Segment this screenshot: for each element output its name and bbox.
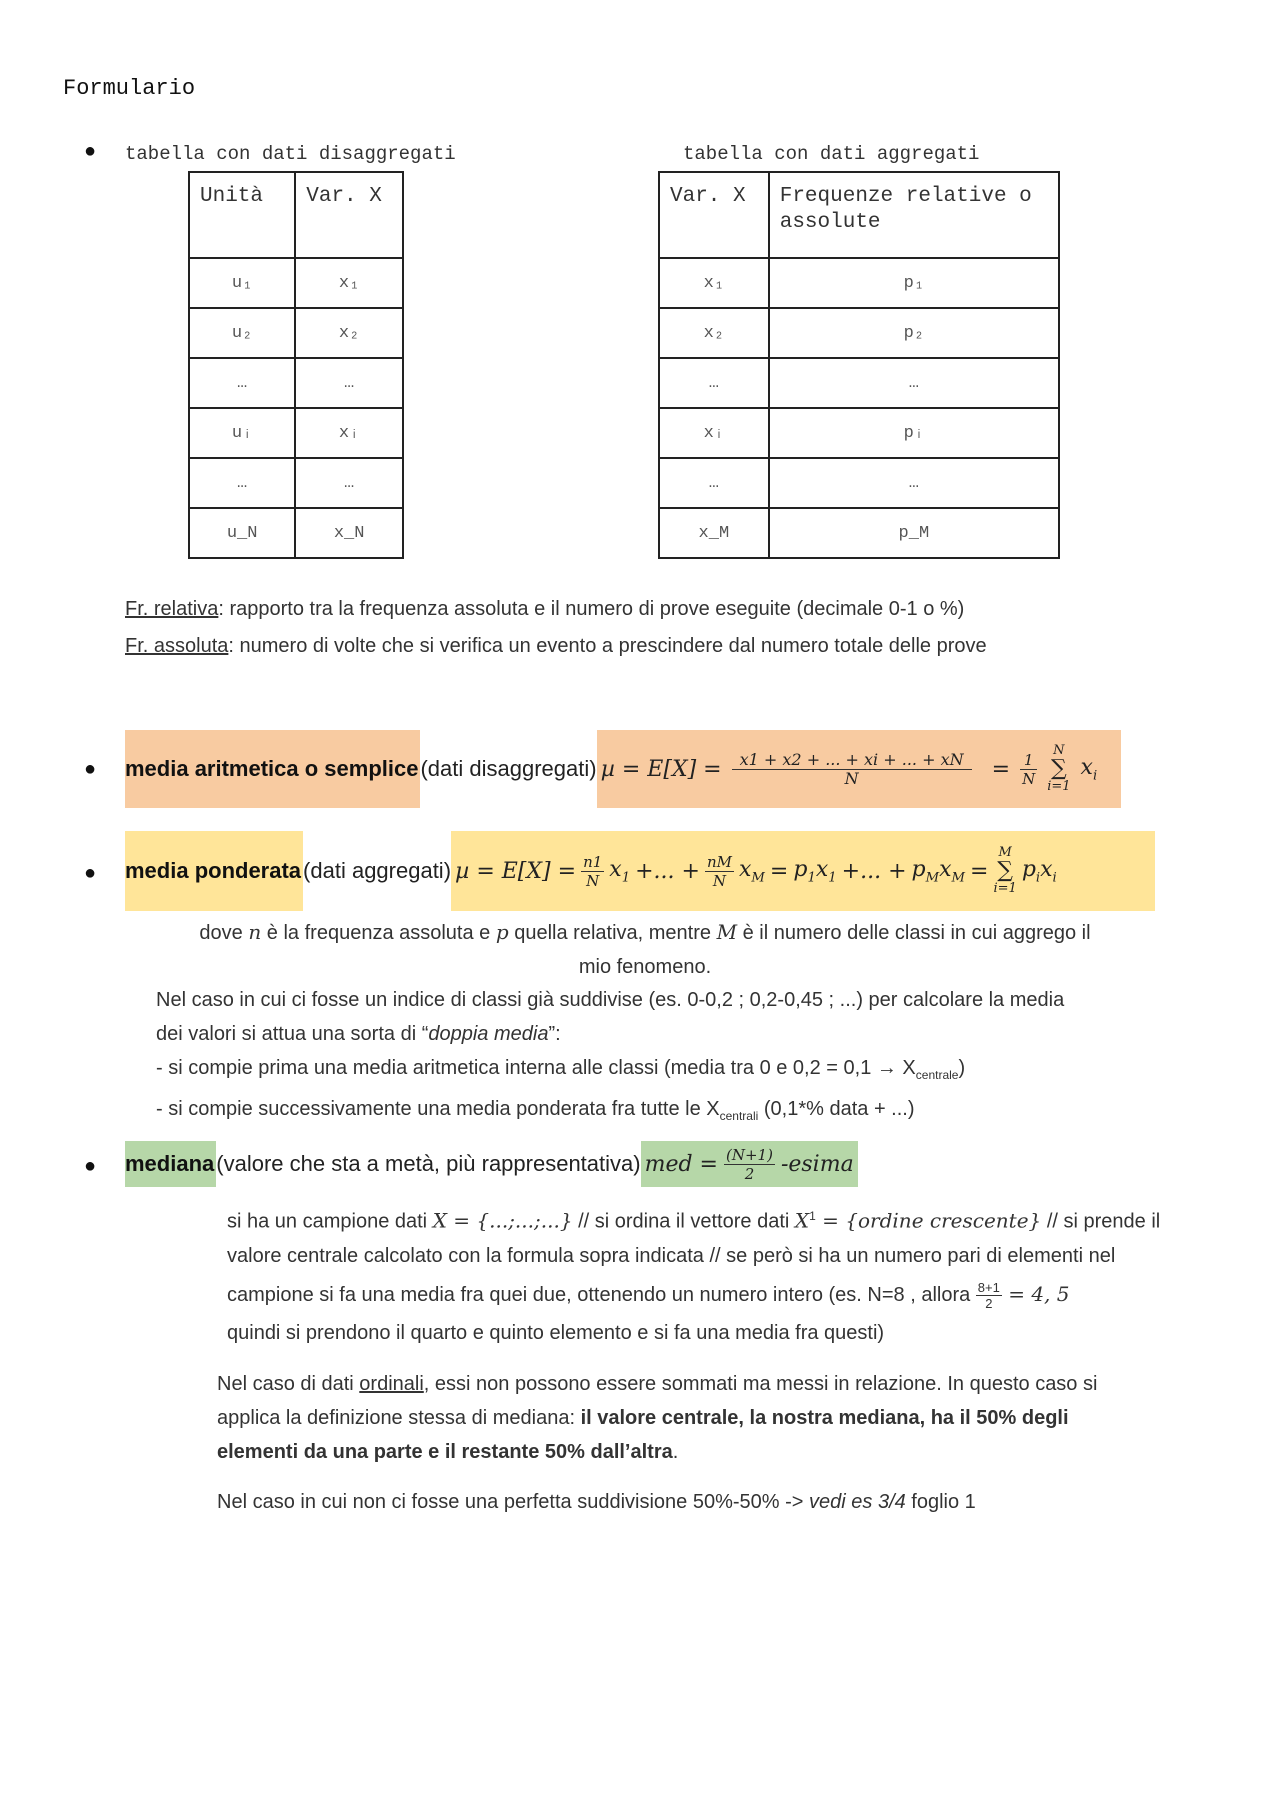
table-cell: x_N [295, 508, 403, 558]
bullet-icon: ● [84, 758, 97, 780]
formula-lhs: µ = E[X] = [455, 858, 577, 884]
median-row [125, 1141, 858, 1187]
definition-text: : rapporto tra la frequenza assoluta e il numero di prove eseguite (decimale 0-1 o %) [218, 598, 965, 620]
formula-suffix: -esima [780, 1151, 854, 1177]
formula-equals: = [970, 858, 989, 884]
bullet-icon: ● [84, 140, 97, 162]
formula-equals: = [991, 756, 1011, 782]
table-cell: pᵢ [769, 408, 1059, 458]
table-cell: x_M [659, 508, 769, 558]
sum-symbol: N ∑ i=1 [1047, 743, 1071, 794]
sum-upper: N [1053, 743, 1065, 758]
formula-equals: = [769, 858, 789, 884]
weighted-mean-label: media ponderata [125, 831, 303, 911]
median-formula [641, 1141, 858, 1187]
disaggregated-caption: tabella con dati disaggregati [125, 143, 456, 165]
table-cell: x₁ [295, 258, 403, 308]
formula-lhs: med = [644, 1151, 718, 1177]
header-cell: Var. X [295, 172, 403, 258]
table-cell: p₁ [769, 258, 1059, 308]
fraction-numerator: x1 + x2 + ... + xi + ... + xN [732, 751, 972, 770]
classes-explanation: Nel caso in cui ci fosse un indice di classi già suddivise (es. 0-0,2 ; 0,2-0,45 ; ...) per calcolare la media dei valori si attua una sorta di “doppia media”: - si compie prima una media aritmetica interna alle classi (media tra 0 e $0,2 = 0,1 \to X_{centrale}$) - si compie successivamente una media ponderata fra tutte le $X_{centrali}$ (0,1*% data + ...) [156, 989, 1065, 1123]
formula-term: $p_1x_1$ [793, 856, 837, 886]
table-cell: u_N [189, 508, 295, 558]
formula-fraction: $\frac{n1}{N}$ [583, 852, 603, 890]
formula-term: $x_M$ [738, 856, 765, 886]
ordinal-data-explanation: Nel caso di dati ordinali, essi non possono essere sommati ma messi in relazione. In questo caso si applica la definizione stessa di mediana: il valore centrale, la nostra mediana, ha il 50% degli elementi da una parte e il restante 50% dall’altra. [217, 1373, 1098, 1463]
table-cell: uᵢ [189, 408, 295, 458]
definition-text: : numero di volte che si verifica un evento a prescindere dal numero totale delle prove [228, 635, 987, 657]
fraction-numerator: 1 [1020, 751, 1037, 770]
median-label: mediana [125, 1141, 216, 1187]
formula-fraction [1020, 751, 1037, 788]
table-cell: … [769, 358, 1059, 408]
table-cell: x₁ [659, 258, 769, 308]
sum-lower: i=1 [1047, 779, 1071, 794]
aggregated-caption: tabella con dati aggregati [683, 143, 980, 165]
table-cell: p₂ [769, 308, 1059, 358]
header-cell: Var. X [659, 172, 769, 258]
fraction-denominator: N [844, 768, 859, 788]
table-cell: u₂ [189, 308, 295, 358]
median-note: (valore che sta a metà, più rappresentativa) [216, 1151, 641, 1176]
weighted-mean-formula [451, 831, 1155, 911]
formula-term: $x_1$ [609, 856, 631, 886]
table-cell: u₁ [189, 258, 295, 308]
table-cell: xᵢ [295, 408, 403, 458]
sum-symbol: M ∑ i=1 [993, 845, 1017, 896]
formula-lhs: µ = E[X] = [600, 756, 722, 782]
page-title: Formulario [63, 76, 196, 101]
fraction-denominator: N [1022, 769, 1036, 788]
relative-frequency-definition [125, 592, 1225, 626]
table-cell: … [295, 458, 403, 508]
arithmetic-mean-row [125, 730, 1121, 808]
table-cell: … [769, 458, 1059, 508]
formula-fraction [732, 751, 972, 788]
table-cell: … [189, 358, 295, 408]
table-cell: x₂ [659, 308, 769, 358]
median-explanation: si ha un campione dati X = {...;...;...} // si ordina il vettore dati $X^1$ = {ordine crescente} // si prende il valore centrale calcolato con la formula sopra indicata // se però si ha un numero pari di elementi nel campione si fa una media fra quei due, ottenendo un numero intero (es. N=8 , allora $\frac{8+1}{2}$ = 4, 5 quindi si prendono il quarto e quinto elemento e si fa una media fra questi) [227, 1208, 1161, 1344]
arithmetic-mean-note: (dati disaggregati) [420, 756, 597, 781]
disaggregated-table [188, 171, 404, 559]
formula-dots: +... + [635, 858, 700, 884]
table-cell: xᵢ [659, 408, 769, 458]
formula-fraction: $\frac{nM}{N}$ [706, 852, 732, 890]
formula-term: $p_Mx_M$ [911, 856, 966, 886]
weighted-mean-note: (dati aggregati) [303, 858, 452, 883]
bullet-icon: ● [84, 862, 97, 884]
sum-term: $p_ix_i$ [1021, 856, 1057, 886]
weighted-mean-explanation: dove n è la frequenza assoluta e p quella relativa, mentre M è il numero delle classi in cui aggrego il mio fenomeno. [199, 920, 1091, 978]
split-note: Nel caso in cui non ci fosse una perfetta suddivisione 50%-50% -> vedi es 3/4 foglio 1 [217, 1491, 976, 1513]
formula-fraction: $\frac{(N+1)}{2}$ [725, 1145, 773, 1183]
table-cell: … [295, 358, 403, 408]
sum-term: $x_i$ [1080, 754, 1098, 784]
definition-term: Fr. assoluta [125, 635, 229, 657]
absolute-frequency-definition [125, 629, 1225, 663]
arithmetic-mean-label: media aritmetica o semplice [125, 730, 420, 808]
table-cell: p_M [769, 508, 1059, 558]
definition-term: Fr. relativa [125, 598, 219, 620]
header-cell: Frequenze relative o assolute [769, 172, 1059, 258]
table-cell: x₂ [295, 308, 403, 358]
table-cell: … [659, 358, 769, 408]
aggregated-table [658, 171, 1060, 559]
bullet-icon: ● [84, 1155, 97, 1177]
weighted-mean-row [125, 831, 1155, 911]
arithmetic-mean-formula [597, 730, 1121, 808]
formula-dots: +... + [841, 858, 907, 884]
table-cell: … [659, 458, 769, 508]
header-cell: Unità [189, 172, 295, 258]
table-cell: … [189, 458, 295, 508]
